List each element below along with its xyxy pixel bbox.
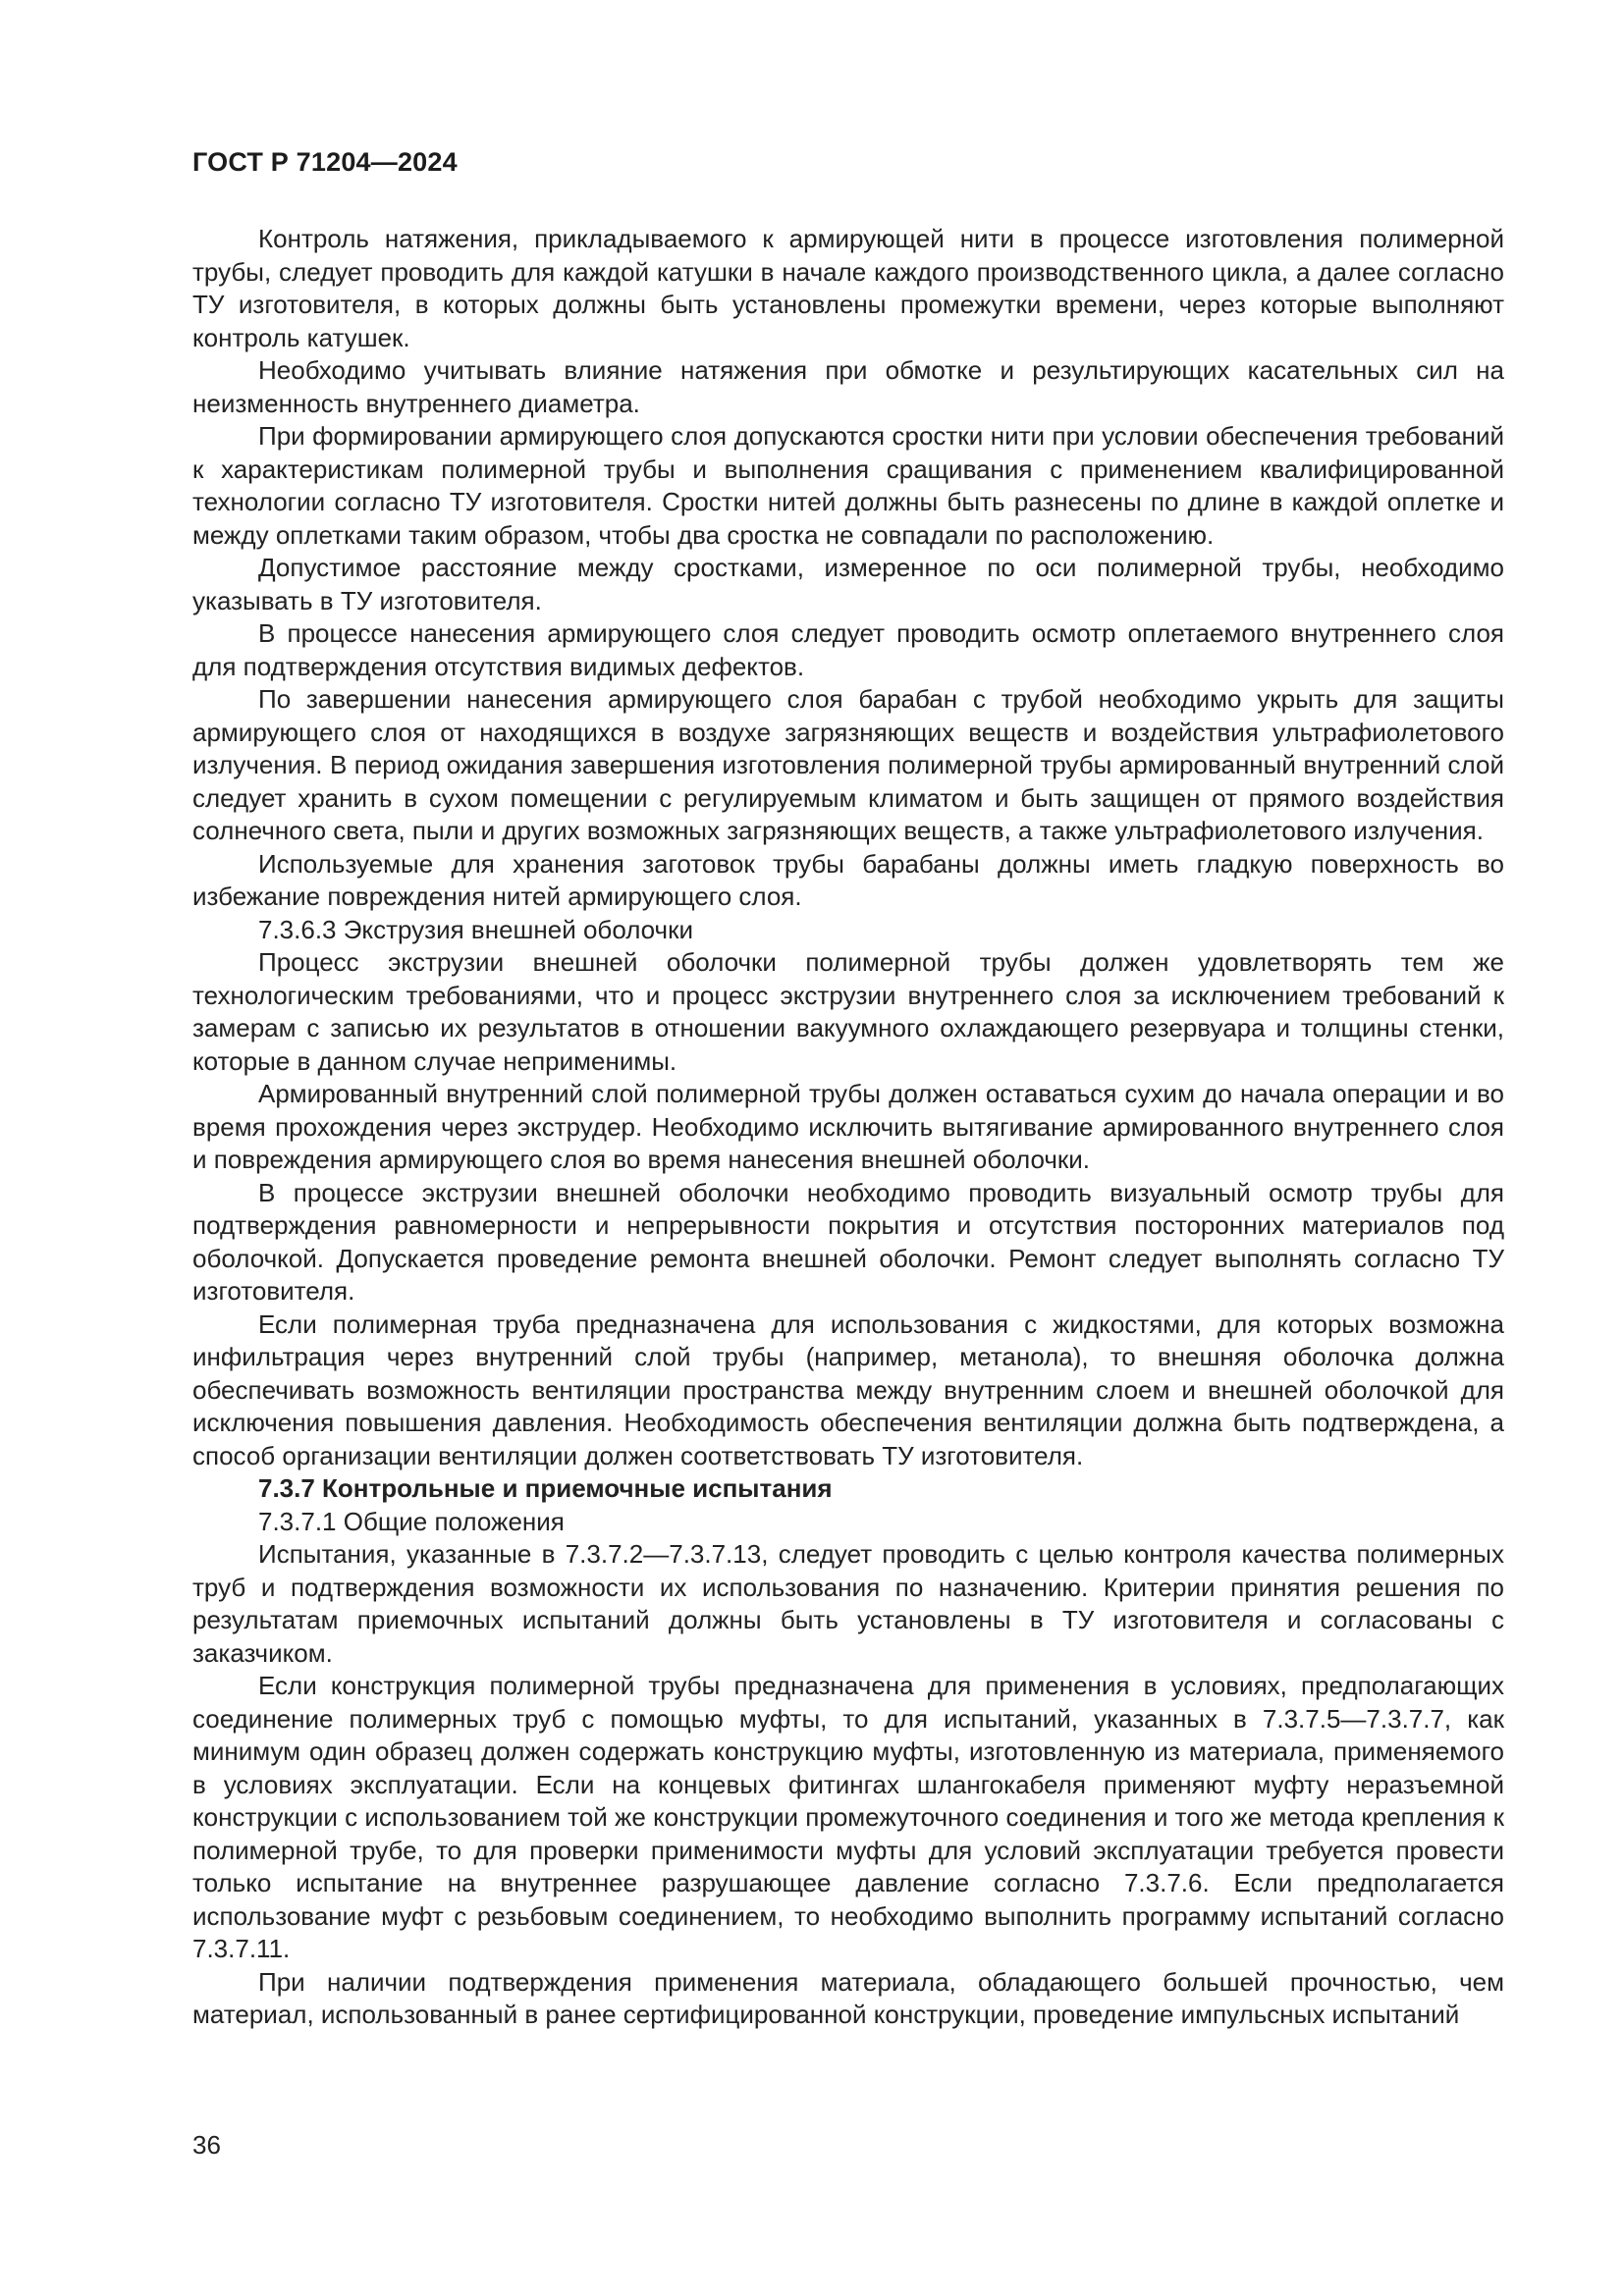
subsection-heading: 7.3.6.3 Экструзия внешней оболочки: [258, 914, 694, 944]
paragraph: По завершении нанесения армирующего слоя барабан с трубой необходимо укрыть для защиты армирующего слоя от находящихся в воздухе загрязняющих веществ и воздействия ультрафиолетового излучения. В период ожидания завершения изготовления полимерной трубы армированный внутренний слой следует хранить в сухом помещении с регулируемым климатом и быть защищен от прямого воздействия солнечного света, пыли и других возможных загрязняющих веществ, а также ультрафиолетового излучения.: [192, 684, 1504, 845]
paragraph: Если конструкция полимерной трубы предназначена для применения в условиях, предполагающих соединение полимерных труб с помощью муфты, то для испытаний, указанных в 7.3.7.5—7.3.7.7, как минимум один образец должен содержать конструкцию муфты, изготовленную из материала, применяемого в условиях эксплуатации. Если на концевых фитингах шлангокабеля применяют муфту неразъемной конструкции с использованием той же конструкции промежуточного соединения и того же метода крепления к полимерной трубе, то для проверки применимости муфты для условий эксплуатации требуется провести только испытание на внутреннее разрушающее давление согласно 7.3.7.6. Если предполагается использование муфт с резьбовым соединением, то необходимо выполнить программу испытаний согласно 7.3.7.11.: [192, 1671, 1504, 1963]
paragraph: При формировании армирующего слоя допускаются сростки нити при условии обеспечения требований к характеристикам полимерной трубы и выполнения сращивания с применением квалифицированной технологии согласно ТУ изготовителя. Сростки нитей должны быть разнесены по длине в каждой оплетке и между оплетками таким образом, чтобы два сростка не совпадали по расположению.: [192, 421, 1504, 550]
document-body: [192, 223, 1504, 2032]
paragraph: Процесс экструзии внешней оболочки полимерной трубы должен удовлетворять тем же технологическим требованиями, что и процесс экструзии внутреннего слоя за исключением требований к замерам с записью их результатов в отношении вакуумного охлаждающего резервуара и толщины стенки, которые в данном случае неприменимы.: [192, 947, 1504, 1076]
paragraph: Если полимерная труба предназначена для использования с жидкостями, для которых возможна инфильтрация через внутренний слой трубы (например, метанола), то внешняя оболочка должна обеспечивать возможность вентиляции пространства между внутренним слоем и внешней оболочкой для исключения повышения давления. Необходимость обеспечения вентиляции должна быть подтверждена, а способ организации вентиляции должен соответствовать ТУ изготовителя.: [192, 1308, 1504, 1470]
section-heading: 7.3.7 Контрольные и приемочные испытания: [258, 1473, 833, 1503]
page-number: 36: [192, 2130, 221, 2160]
document-header: ГОСТ Р 71204—2024: [192, 147, 458, 177]
paragraph: Армированный внутренний слой полимерной трубы должен оставаться сухим до начала операции и во время прохождения через экструдер. Необходимо исключить вытягивание армированного внутреннего слоя и повреждения армирующего слоя во время нанесения внешней оболочки.: [192, 1079, 1504, 1174]
paragraph: Необходимо учитывать влияние натяжения при обмотке и результирующих касательных сил на неизменность внутреннего диаметра.: [192, 355, 1504, 418]
paragraph: Испытания, указанные в 7.3.7.2—7.3.7.13, следует проводить с целью контроля качества полимерных труб и подтверждения возможности их использования по назначению. Критерии принятия решения по результатам приемочных испытаний должны быть установлены в ТУ изготовителя и согласованы с заказчиком.: [192, 1539, 1504, 1668]
paragraph: В процессе нанесения армирующего слоя следует проводить осмотр оплетаемого внутреннего слоя для подтверждения отсутствия видимых дефектов.: [192, 618, 1504, 681]
paragraph: При наличии подтверждения применения материала, обладающего большей прочностью, чем материал, использованный в ранее сертифицированной конструкции, проведение импульсных испытаний: [192, 1966, 1504, 2029]
subsection-heading: 7.3.7.1 Общие положения: [258, 1506, 565, 1536]
paragraph: В процессе экструзии внешней оболочки необходимо проводить визуальный осмотр трубы для подтверждения равномерности и непрерывности покрытия и отсутствия посторонних материалов под оболочкой. Допускается проведение ремонта внешней оболочки. Ремонт следует выполнять согласно ТУ изготовителя.: [192, 1177, 1504, 1306]
paragraph: Используемые для хранения заготовок трубы барабаны должны иметь гладкую поверхность во избежание повреждения нитей армирующего слоя.: [192, 848, 1504, 911]
paragraph: Контроль натяжения, прикладываемого к армирующей нити в процессе изготовления полимерной трубы, следует проводить для каждой катушки в начале каждого производственного цикла, а далее согласно ТУ изготовителя, в которых должны быть установлены промежутки времени, через которые выполняют контроль катушек.: [192, 224, 1504, 352]
paragraph: Допустимое расстояние между сростками, измеренное по оси полимерной трубы, необходимо указывать в ТУ изготовителя.: [192, 553, 1504, 615]
